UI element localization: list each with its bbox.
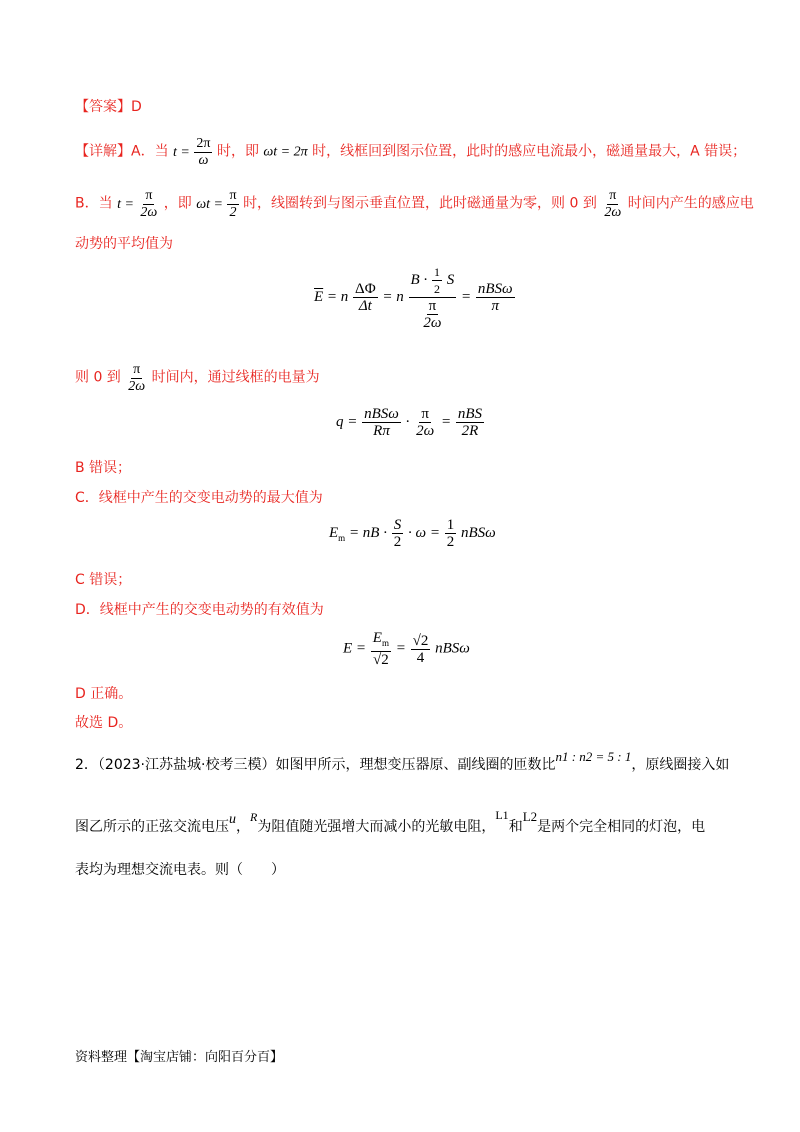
question-number: 2． — [75, 757, 98, 773]
detail-a-mid1: 时，即 — [216, 143, 259, 160]
question-2-line3: 表均为理想交流电表。则（ ） — [75, 862, 285, 878]
detail-b-line — [75, 188, 754, 221]
var-u: u — [229, 812, 236, 827]
var-r: R — [250, 810, 258, 824]
formula-q-interval: $\frac{\pi}{2\omega}$ — [128, 362, 146, 394]
question-text4: ， — [236, 819, 250, 835]
detail-q-line — [75, 362, 320, 395]
detail-c-line: C．线框中产生的交变电动势的最大值为 — [75, 490, 323, 506]
question-text2: ，原线圈接入如 — [631, 757, 730, 773]
equation-max-emf: $E_m$ = nB · $\frac{S}{2}$ · ω = $\frac{1}{2}$ nBSω — [329, 517, 496, 550]
question-and: 和 — [508, 819, 523, 835]
detail-a-line — [75, 136, 746, 169]
detail-b-line2: 动势的平均值为 — [75, 236, 173, 252]
detail-d-correct: D 正确。 — [75, 686, 133, 702]
detail-b-mid1: ，即 — [163, 195, 192, 212]
formula-omega-t-eq-pi-over-2: ωt = $\frac{\pi}{2}$ — [196, 188, 237, 220]
formula-pi-over-2omega: $\frac{\pi}{2\omega}$ — [604, 188, 622, 220]
equation-effective-emf: E = $\frac{E_m}{√2}$ = $\frac{√2}{4}$ nBSω — [343, 630, 470, 668]
lamp-l1: L1 — [495, 808, 509, 822]
answer-line: 【答案】D — [75, 99, 142, 115]
detail-d-line: D．线框中产生的交变电动势的有效值为 — [75, 602, 324, 618]
detail-b-prefix: B．当 — [75, 195, 113, 212]
detail-choose: 故选 D。 — [75, 715, 133, 731]
question-text6: 是两个完全相同的灯泡，电 — [537, 819, 706, 835]
question-text3: 图乙所示的正弦交流电压 — [75, 819, 229, 835]
formula-t-eq-pi-over-2omega: t = $\frac{\pi}{2\omega}$ — [117, 188, 158, 220]
question-text1: 如图甲所示，理想变压器原、副线圈的匝数比 — [275, 757, 556, 773]
formula-t-eq-2pi-over-omega: t = $\frac{2\pi}{\omega}$ — [173, 136, 211, 168]
detail-q-prefix: 则 0 到 — [75, 369, 121, 386]
question-source: （2023·江苏盐城·校考三模） — [97, 757, 276, 773]
lamp-l2: L2 — [522, 809, 538, 824]
equation-charge: q = $\frac{\text{nBSω}}{R\pi}$ · $\frac{\pi}{2\omega}$ = $\frac{\text{nBS}}{2R}$ — [336, 406, 483, 439]
formula-omega-t-eq-2pi: ωt = 2π — [263, 144, 308, 160]
detail-a-prefix: 【详解】A．当 — [75, 143, 169, 160]
detail-q-suffix: 时间内，通过线框的电量为 — [151, 369, 320, 386]
footer-source: 资料整理【淘宝店铺：向阳百分百】 — [75, 1050, 284, 1065]
detail-a-mid2: 时，线框回到图示位置，此时的感应电流最小，磁通量最大，A 错误； — [312, 143, 747, 160]
detail-b-mid2: 时，线圈转到与图示垂直位置，此时磁通量为零，则 0 到 — [243, 195, 597, 212]
detail-b-mid3: 时间内产生的感应电 — [627, 195, 754, 212]
question-2-line1 — [75, 749, 730, 775]
equation-average-emf: $\overline{E} = n$ $\frac{\Delta\Phi}{\Delta t}$ = n B · $\frac{1}{2}$ S $\frac{\pi}{2\omega}$ = $\frac{\text{nBSω}}{\pi}$ — [314, 265, 513, 331]
question-2-line2 — [75, 808, 706, 838]
turns-ratio: n1 : n2 = 5 : 1 — [555, 749, 632, 764]
detail-c-wrong: C 错误； — [75, 572, 132, 588]
question-text5: 为阻值随光强增大而减小的光敏电阻， — [257, 819, 496, 835]
detail-b-wrong: B 错误； — [75, 460, 132, 476]
